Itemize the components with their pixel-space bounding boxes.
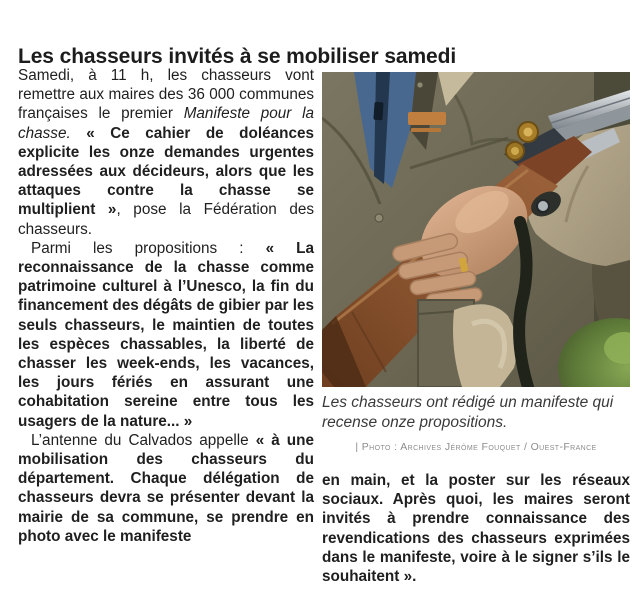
text-segment: « à une mobilisation des chasseurs du département. Chaque délégation de chasseurs devra se présenter devant la mairie de sa commune, se prendre en photo avec le manifeste	[18, 431, 314, 545]
article-left-column	[18, 66, 314, 546]
article-right-column	[322, 471, 630, 586]
text-segment: Samedi, à 11 h, les chasseurs vont remettre aux maires des 36 000 communes françaises le premier	[18, 67, 314, 123]
photo-credit: | Photo : Archives Jérôme Fouquet / Ouest-France	[355, 441, 597, 453]
article-paragraph	[18, 431, 314, 546]
text-segment: Manifeste pour la chasse.	[18, 105, 314, 142]
article-paragraph	[18, 66, 314, 239]
text-segment: , pose la Fédération des chasseurs.	[18, 201, 314, 238]
article-paragraph	[322, 471, 630, 586]
text-segment: « Ce cahier de doléances explicite les onze demandes urgentes adressées aux décideurs, alors que les attaques contre la chasse se multiplient »	[18, 124, 314, 219]
text-segment: en main, et la poster sur les réseaux sociaux. Après quoi, les maires seront invités à prendre connaissance des revendications des chasseurs exprimées dans le manifeste, voire à le signer s’ils le souhaitent ».	[322, 472, 630, 586]
article-paragraph	[18, 239, 314, 431]
photo-caption: Les chasseurs ont rédigé un manifeste qui recense onze propositions.	[322, 394, 614, 431]
article-headline: Les chasseurs invités à se mobiliser samedi	[18, 45, 457, 69]
photo-illustration	[322, 72, 630, 387]
text-segment: Parmi les propositions :	[31, 239, 266, 257]
text-segment	[71, 125, 87, 142]
text-segment: L’antenne du Calvados appelle	[31, 431, 256, 449]
article-photo	[322, 72, 630, 387]
text-segment: « La reconnaissance de la chasse comme patrimoine culturel à l’Unesco, la fin du financement des dégâts de gibier par les seuls chasseurs, le maintien de toutes les espèces chassables, la liberté de chasser les week-ends, les vacances, les jours fériés en assurant une cohabitation sereine entre tous les usagers de la nature... »	[18, 239, 315, 430]
